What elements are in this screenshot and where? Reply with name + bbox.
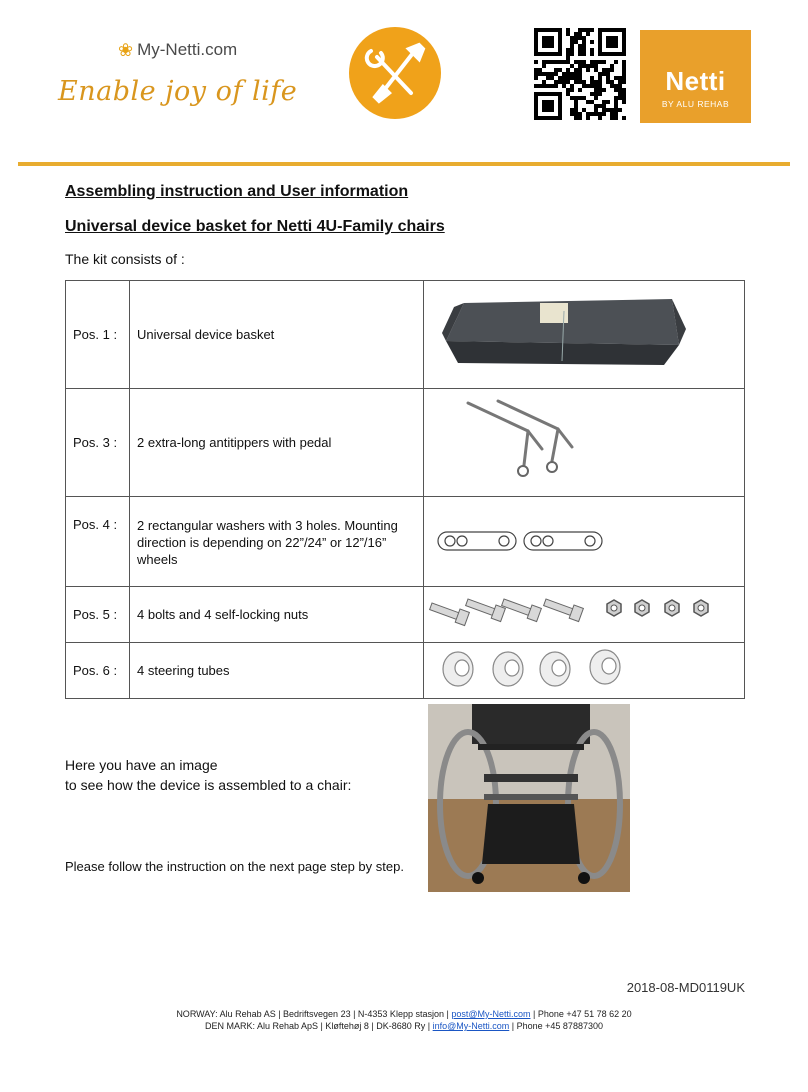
header-rule <box>18 162 790 166</box>
netti-logo-sub: BY ALU REHAB <box>661 99 730 109</box>
document-id: 2018-08-MD0119UK <box>626 980 745 995</box>
table-row <box>66 389 745 497</box>
washer-image <box>424 497 745 587</box>
assembled-chair-photo <box>428 704 630 892</box>
qr-code <box>534 28 626 120</box>
kit-intro: The kit consists of : <box>65 251 185 267</box>
pos-cell: Pos. 4 : <box>66 497 130 587</box>
desc-cell: Universal device basket <box>130 281 424 389</box>
basket-image <box>424 281 745 389</box>
footer-denmark-email-link[interactable]: info@My-Netti.com <box>432 1021 510 1031</box>
table-row <box>66 497 745 587</box>
steering-tubes-image <box>424 643 745 699</box>
netti-logo <box>640 30 751 123</box>
pos-cell: Pos. 1 : <box>66 281 130 389</box>
pos-cell: Pos. 3 : <box>66 389 130 497</box>
kit-table <box>65 280 745 699</box>
butterfly-icon: ❀ <box>118 39 134 60</box>
slogan: Enable joy of life <box>58 76 298 107</box>
footer-norway-phone: | Phone +47 51 78 62 20 <box>533 1009 632 1019</box>
assembly-text-line1: Here you have an image <box>65 757 218 773</box>
antitipper-image <box>424 389 745 497</box>
footer-norway <box>0 1009 808 1019</box>
footer-norway-address: NORWAY: Alu Rehab AS | Bedriftsvegen 23 | N-4353 Klepp stasjon | <box>176 1009 449 1019</box>
desc-cell: 2 rectangular washers with 3 holes. Mounting direction is depending on 22”/24” or 12”/16” wheels <box>130 497 424 587</box>
desc-cell: 4 bolts and 4 self-locking nuts <box>130 587 424 643</box>
desc-cell: 2 extra-long antitippers with pedal <box>130 389 424 497</box>
footer-denmark-phone: | Phone +45 87887300 <box>511 1021 603 1031</box>
my-netti-logo <box>118 38 268 62</box>
table-row <box>66 643 745 699</box>
page-title: Assembling instruction and User information <box>65 183 409 200</box>
follow-instruction-text: Please follow the instruction on the next page step by step. <box>65 859 404 874</box>
bolts-nuts-image <box>424 587 745 643</box>
footer-norway-email-link[interactable]: post@My-Netti.com <box>451 1009 531 1019</box>
footer-denmark-address: DEN MARK: Alu Rehab ApS | Kløftehøj 8 | DK-8680 Ry | <box>205 1021 431 1031</box>
table-row <box>66 587 745 643</box>
tools-icon <box>349 27 441 119</box>
table-row <box>66 281 745 389</box>
netti-logo-name: Netti <box>665 66 726 96</box>
desc-cell: 4 steering tubes <box>130 643 424 699</box>
pos-cell: Pos. 5 : <box>66 587 130 643</box>
assembly-text-line2: to see how the device is assembled to a chair: <box>65 777 352 793</box>
footer-denmark <box>0 1021 808 1031</box>
brand-name: My-Netti.com <box>137 40 238 59</box>
pos-cell: Pos. 6 : <box>66 643 130 699</box>
page-subtitle: Universal device basket for Netti 4U-Family chairs <box>65 218 445 235</box>
